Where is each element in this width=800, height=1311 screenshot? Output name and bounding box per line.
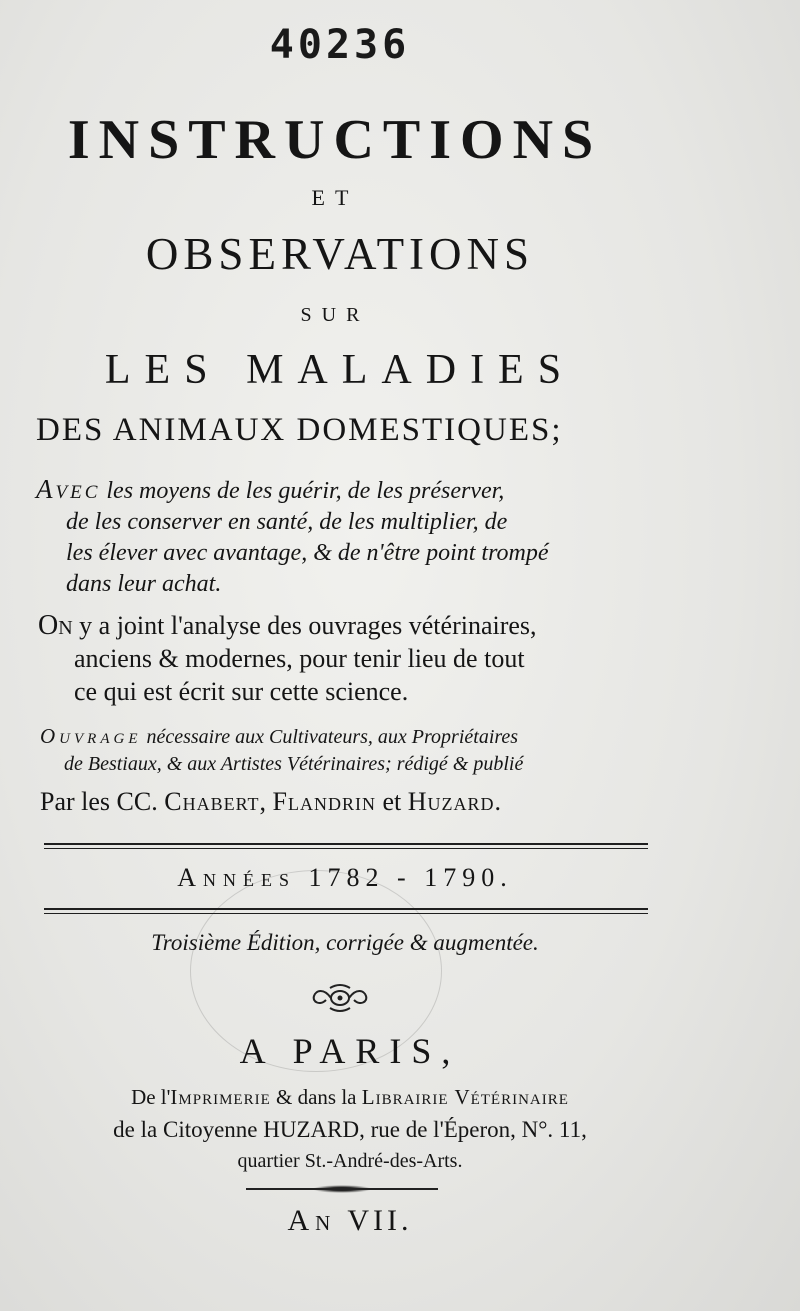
double-rule-top — [44, 843, 648, 845]
imprint-line-3: quartier St.-André-des-Arts. — [237, 1150, 463, 1172]
printer-ornament-icon — [300, 978, 380, 1018]
double-rule-bottom-thin — [44, 913, 648, 914]
title-sur: SUR — [300, 304, 370, 326]
onya-line2: anciens & modernes, pour tenir lieu de tout — [74, 644, 525, 673]
publication-year — [0, 1204, 700, 1238]
paragraph-on-y-a — [38, 609, 668, 708]
ouvrage-line2: de Bestiaux, & aux Artistes Vétérinaires; rédigé & publié — [64, 753, 524, 775]
double-rule-bottom — [44, 908, 648, 910]
imprint-de: De l' — [131, 1085, 171, 1109]
paragraph-ouvrage — [40, 723, 680, 778]
author-chabert: Chabert — [164, 787, 260, 816]
onya-line3: ce qui est écrit sur cette science. — [74, 677, 409, 706]
onya-line1: y a joint l'analyse des ouvrages vétérinaires, — [72, 611, 537, 640]
authors-end: . — [494, 787, 501, 816]
edition-line: Troisième Édition, corrigée & augmentée. — [151, 930, 539, 955]
avec-lead: Avec — [36, 474, 101, 504]
avec-line4: dans leur achat. — [66, 571, 222, 597]
years-label: Années — [177, 863, 297, 892]
paragraph-avec — [36, 474, 666, 600]
title-des-animaux: DES ANIMAUX DOMESTIQUES; — [36, 412, 563, 448]
avec-line1: les moyens de les guérir, de les préserver, — [100, 478, 505, 504]
author-huzard: Huzard — [407, 787, 495, 816]
title-et: ET — [311, 185, 359, 210]
double-rule-top-thin — [44, 848, 648, 849]
year-num: VII. — [347, 1204, 413, 1237]
ouvrage-lead: Ouvrage — [40, 724, 142, 748]
ornamental-rule — [246, 1187, 438, 1191]
catalog-number: 40236 — [269, 22, 411, 68]
onya-lead: On — [38, 610, 73, 641]
avec-line2: de les conserver en santé, de les multiplier, de — [66, 509, 508, 535]
author-flandrin: Flandrin — [272, 787, 376, 816]
ouvrage-line1: nécessaire aux Cultivateurs, aux Propriétaires — [141, 726, 519, 748]
imprint-imprimerie: Imprimerie — [170, 1085, 271, 1109]
avec-line3: les élever avec avantage, & de n'être point trompé — [66, 540, 549, 566]
years-range: 1782 - 1790. — [308, 863, 513, 892]
title-les-maladies: LES MALADIES — [104, 347, 576, 393]
place-of-publication: A PARIS, — [239, 1031, 461, 1071]
authors-line — [40, 787, 680, 817]
imprint-line-1 — [0, 1085, 700, 1110]
imprint-line-2: de la Citoyenne HUZARD, rue de l'Éperon, N°. 11, — [113, 1117, 587, 1142]
authors-prefix: Par les CC. — [40, 787, 165, 816]
title-observations: OBSERVATIONS — [145, 229, 535, 279]
title-instructions: INSTRUCTIONS — [67, 109, 603, 171]
authors-sep1: , — [259, 787, 273, 816]
authors-sep2: et — [375, 787, 408, 816]
imprint-dans-la: & dans la — [270, 1085, 362, 1109]
imprint-librairie: Librairie Vétérinaire — [361, 1085, 569, 1109]
year-an: An — [287, 1204, 337, 1237]
years-line — [0, 863, 690, 893]
